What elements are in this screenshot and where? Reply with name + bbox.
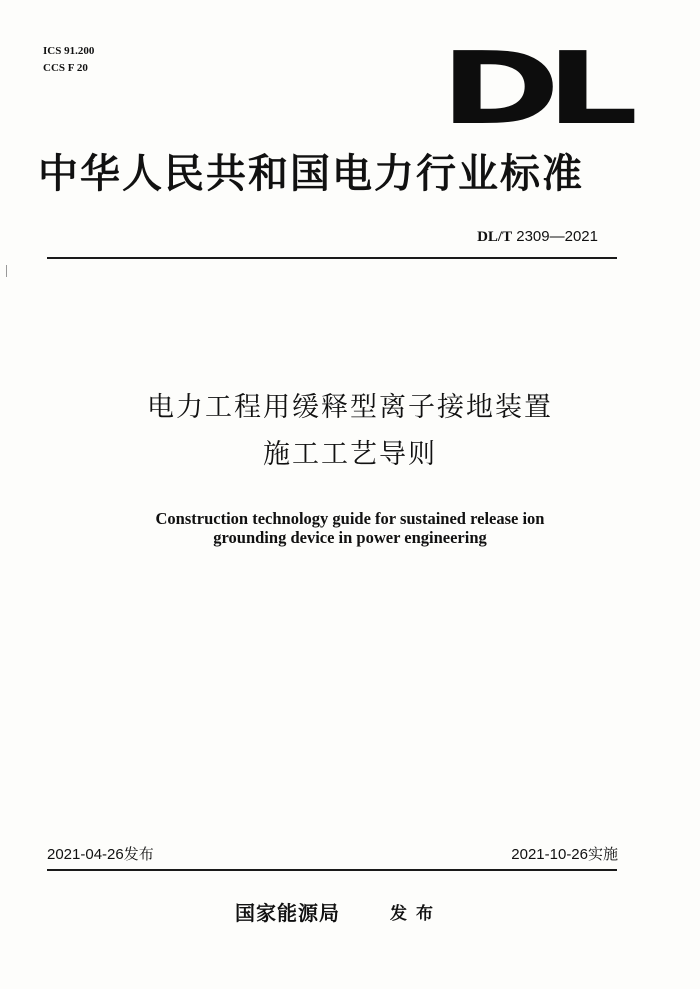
english-title-line-1: Construction technology guide for sustained release ion <box>155 509 545 528</box>
top-rule <box>47 257 617 259</box>
chinese-title-line-2: 施工工艺导则 <box>263 439 437 470</box>
standard-number <box>477 228 598 246</box>
scan-mark <box>6 265 7 277</box>
chinese-title-line-1: 电力工程用缓释型离子接地装置 <box>147 392 553 423</box>
standard-category-title: 中华人民共和国电力行业标准 <box>38 150 584 197</box>
issue-date: 2021-04-26发布 <box>47 846 154 863</box>
implementation-date: 2021-10-26实施 <box>511 846 618 863</box>
ics-code: ICS 91.200 <box>43 45 95 57</box>
dl-logo: DL <box>440 30 624 147</box>
standard-number-prefix: DL/T <box>477 229 513 245</box>
issue-label: 发布 <box>390 904 442 924</box>
issuing-authority: 国家能源局 <box>235 901 340 925</box>
standard-number-value: 2309—2021 <box>516 228 598 245</box>
ccs-code: CCS F 20 <box>43 62 88 74</box>
bottom-rule <box>47 869 617 871</box>
english-title-line-2: grounding device in power engineering <box>213 528 487 547</box>
